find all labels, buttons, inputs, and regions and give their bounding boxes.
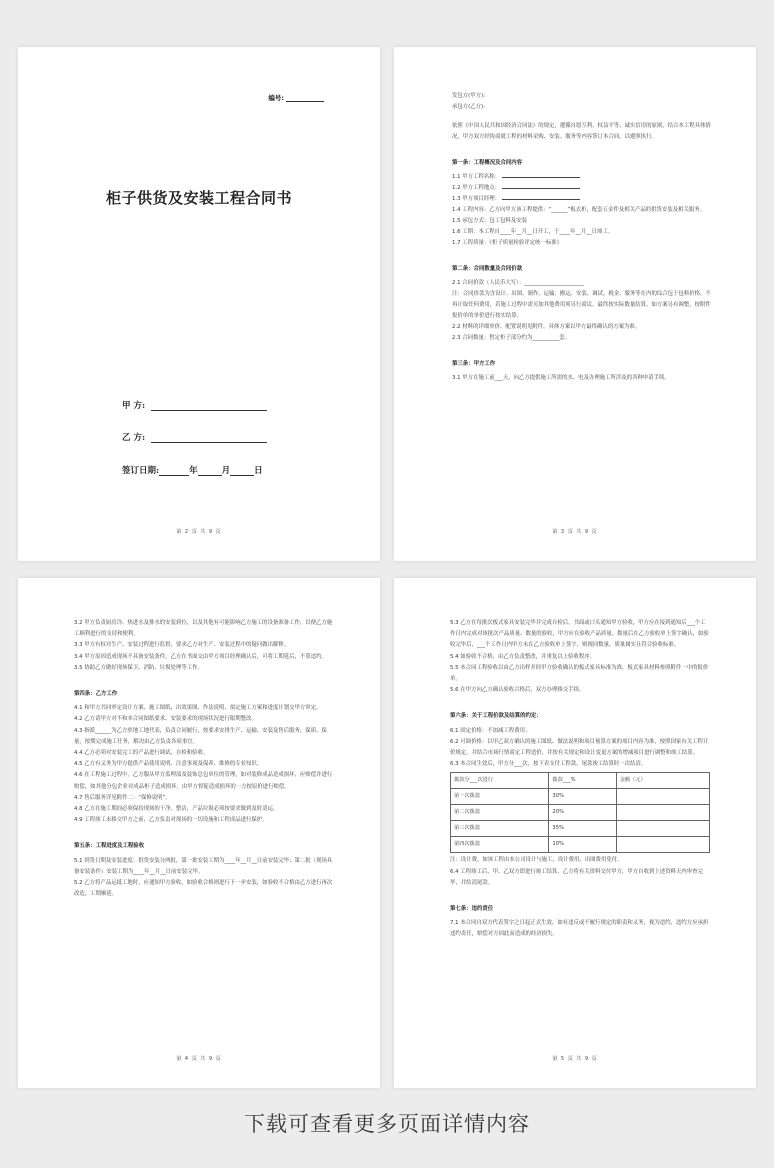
party-b-blank xyxy=(151,434,267,443)
clause-text-span: 第一条：工程概况及合同内容 xyxy=(452,160,523,166)
table-cell: 10% xyxy=(549,837,616,853)
clause-text xyxy=(74,703,334,714)
table-cell: 20% xyxy=(549,805,616,821)
clause-text-span: 5.5 本合同工程验收以由乙方出样并经甲方验收确认的板式家具标准为准，板式家具材料参照附件一中的报价单。 xyxy=(450,664,709,683)
clause-text xyxy=(452,227,712,238)
clause-text xyxy=(452,333,712,344)
table-row xyxy=(451,789,710,805)
party-a-blank xyxy=(151,402,267,411)
table-row xyxy=(451,837,710,853)
clause-text-span: 5.4 如验收不合格，由乙方负责整改，并重复以上验收程序。 xyxy=(450,653,596,660)
clause-text-span: 4.2 乙方请甲方对不和本合同图纸要求、安装要求的现场状况进行限期整改。 xyxy=(74,716,257,723)
table-cell: 拨款___% xyxy=(549,773,616,789)
sign-date-row xyxy=(122,464,263,476)
clause-text-span: 1.5 承包方式：包工包料及安装 xyxy=(452,218,527,224)
table-cell xyxy=(616,805,709,821)
clause-text xyxy=(450,663,710,685)
section-heading xyxy=(450,904,710,915)
paragraph-gap xyxy=(74,674,334,682)
clause-text xyxy=(74,640,334,651)
clause-text-span: 2.3 合同数量：暂定柜子部分约为__________套。 xyxy=(452,335,571,341)
contract-cover-page xyxy=(18,47,380,561)
table-cell xyxy=(616,789,709,805)
clause-text-span: 承包方(乙方): xyxy=(452,104,485,110)
clause-text-span: 4.7 售后服务详见附件二：“保修说明”。 xyxy=(74,794,171,801)
clause-text-span: 1.7 工程质量：《柜子质量检验评定统一标准》 xyxy=(452,240,563,246)
section-heading xyxy=(74,841,334,852)
clause-text xyxy=(452,183,712,194)
clause-text xyxy=(450,737,710,759)
clause-text xyxy=(452,278,712,289)
clause-text xyxy=(450,855,710,866)
paragraph-gap xyxy=(450,889,710,897)
clause-text xyxy=(74,878,334,900)
table-cell xyxy=(616,837,709,853)
clause-text xyxy=(452,91,712,102)
month-label: 月 xyxy=(221,466,231,476)
clause-text xyxy=(452,194,712,205)
clause-text xyxy=(450,759,710,770)
table-row xyxy=(451,805,710,821)
clause-text-span: 2.2 材料的详细单价、配置说明见附件，具体方案以甲方最终确认的方案为准。 xyxy=(452,324,641,330)
table-cell: 拨款分___次进行 xyxy=(451,773,549,789)
paragraph-gap xyxy=(452,249,712,257)
content-top xyxy=(450,618,710,770)
clause-text xyxy=(452,172,712,183)
download-caption: 下载可查看更多页面详情内容 xyxy=(244,1112,530,1136)
page-footer: 第 2 页 共 9 页 xyxy=(176,529,222,535)
table-cell: 第一次拨款 xyxy=(451,789,549,805)
contract-number xyxy=(268,93,324,102)
clause-text-span: 4.9 工程竣工未移交甲方之前，乙方负责对现场的一切设施和工程成品进行保护。 xyxy=(74,817,268,824)
contract-page-3 xyxy=(394,47,756,561)
clause-text-span: 依照《中国人民共和国经济合同法》的规定，遵循自愿互利、权益平等、诚实信用的原则，结合本工程具体情况，甲方双方经协商就工程的材料采购、安装、服务等内容签订本合同，以遵照执行。 xyxy=(452,123,711,140)
clause-text-span: 第四条：乙方工作 xyxy=(74,691,118,698)
clause-text-span: 1.1 甲方工程名称： xyxy=(452,174,501,180)
page-content xyxy=(452,91,712,384)
clause-text-span: 1.4 工程内容：乙方向甲方该工程提供：“______”板式柜，配套五金件及相关产品的供货安装及相关服务。 xyxy=(452,207,706,213)
day-label: 日 xyxy=(254,466,263,476)
contract-page-5 xyxy=(394,578,756,1088)
section-heading xyxy=(452,264,712,275)
clause-text-span: 3.1 甲方在施工前___天，向乙方提供施工所需的水、电及办理施工所涉及的各种申请手续。 xyxy=(452,375,670,381)
clause-text xyxy=(74,770,334,792)
clause-text xyxy=(74,714,334,725)
clause-text-span: 3.2 甲方负责厨房冷、热进水及排水的安装到位，以及其他有可能影响乙方施工的设备准备工作，以便乙方施工顺利进行的支持和便利。 xyxy=(74,620,333,638)
clause-text xyxy=(74,663,334,674)
paragraph-gap xyxy=(74,826,334,834)
payment-schedule-table xyxy=(450,772,710,853)
paragraph-gap xyxy=(452,344,712,352)
clause-text xyxy=(452,102,712,113)
clause-text-span: 5.2 乙方将产品运抵工地时，应通知甲方验收，如验收合格则进行下一步安装，如验收不合格由乙方进行再次改造，工期顺延。 xyxy=(74,880,333,898)
section-heading xyxy=(450,711,710,722)
clause-text xyxy=(452,121,712,143)
table-cell: 第三次拨款 xyxy=(451,821,549,837)
clause-text xyxy=(450,726,710,737)
clause-text-span: 5.1 到货日期及安装进度：供货安装分两批，第一批安装工期为____年__月__日前安装完毕；第二批（现场具备安装条件）安装工期为____年__月__日前安装完毕。 xyxy=(74,857,333,875)
party-b-label: 乙 方: xyxy=(122,433,146,443)
content-bottom xyxy=(450,855,710,940)
clause-text xyxy=(74,759,334,770)
clause-text xyxy=(452,289,712,322)
day-blank xyxy=(230,467,254,476)
clause-text-span: 4.1 和甲方共同审定设计方案、施工图纸、出效果图、作法说明、拟定施工方案和进度计划交甲方审定。 xyxy=(74,705,322,712)
clause-text xyxy=(74,618,334,640)
clause-text-span: 4.4 乙方必须对安装完工的产品进行调试、自检和验收。 xyxy=(74,750,209,757)
contract-title: 柜子供货及安装工程合同书 xyxy=(105,189,292,207)
clause-text xyxy=(452,238,712,249)
clause-text-span: 4.5 乙方有义务为甲方提供产品使用说明、注意事项及保养、维修的专业知识。 xyxy=(74,761,263,768)
clause-text-span: 5.6 在甲方向乙方确认验收合格后，双方办理移交手续。 xyxy=(450,687,585,694)
paragraph-gap xyxy=(452,143,712,151)
clause-text-span: 1.3 甲方项目经理： xyxy=(452,196,501,202)
page-content xyxy=(450,618,710,941)
clause-text xyxy=(74,652,334,663)
table-row xyxy=(451,821,710,837)
clause-text-span: 注：合同价款为含设计、出图、制作、运输、搬运、安装、调试、税金、服务等在内的综合包干包料价格，不再计取任何费用，若施工过程中需另加其他费用须另行商议，最终按实际数量结算，如方案另有调整，按附件报价单的单价进行按实结算。 xyxy=(452,291,711,319)
contract-number-label: 编号: xyxy=(268,94,284,102)
party-b-row xyxy=(122,431,267,443)
clause-text xyxy=(452,322,712,333)
clause-text xyxy=(74,804,334,815)
clause-text-span: 第六条：关于工程价款及结算的约定： xyxy=(450,713,542,720)
fill-blank xyxy=(502,194,580,200)
section-heading xyxy=(452,158,712,169)
paragraph-gap xyxy=(450,696,710,704)
clause-text-span: 5.3 乙方在每批次板式家具安装完毕并完成自检后，书面或口头通知甲方验收，甲方应在接到通知后___个工作日内完成对该批次产品质量、数量的验收，甲方应在验收产品质量、数量后在乙方验收单上签字确认，如验收完毕后，___个工作日内甲方未在乙方验收单上签字，则视同数量、质量属实且符合验收标准。 xyxy=(450,620,709,649)
clause-text-span: 1.2 甲方工程地点： xyxy=(452,185,501,191)
clause-text-span: 6.1 固定价格：不加减工程费用； xyxy=(450,727,531,734)
clause-text xyxy=(74,748,334,759)
table-row xyxy=(451,773,710,789)
sign-date-label: 签订日期: xyxy=(122,466,160,476)
clause-text xyxy=(450,685,710,696)
clause-text-span: 7.1 本合同自双方代表签字之日起正式生效，如有违反或不履行规定的职责和义务，视为违约，违约方应承担违约责任，赔偿对方因此而造成的经济损失。 xyxy=(450,920,709,938)
page-content xyxy=(74,618,334,900)
table-cell xyxy=(616,821,709,837)
clause-text-span: 第五条：工程进度及工程验收 xyxy=(74,843,145,850)
clause-text-span: 4.6 在工程施工过程中，乙方服从甲方监理部及装饰总包单位的管理，如对装修成品造成损坏，应赔偿并进行赔偿，如其他分包企业对成品柜子造成损坏，由甲方督促造成损坏的一方按原价进行赔偿。 xyxy=(74,772,333,790)
page-footer: 第 4 页 共 9 页 xyxy=(176,1056,222,1062)
month-blank xyxy=(198,467,222,476)
paragraph-gap xyxy=(452,113,712,121)
clause-text xyxy=(74,726,334,748)
clause-text xyxy=(452,205,712,216)
clause-text xyxy=(74,856,334,878)
fill-blank xyxy=(502,183,580,189)
clause-text-span: 1.6 工期：本工程自____年__月__日开工，于____年__月__日竣工。 xyxy=(452,229,614,235)
section-heading xyxy=(452,359,712,370)
table-cell: 第四次拨款 xyxy=(451,837,549,853)
clause-text xyxy=(450,618,710,652)
year-label: 年 xyxy=(189,466,198,476)
clause-text-span: 6.3 本合同生效后，甲方分___次，按下表支付工程款，尾款竣工结算时一次结清。 xyxy=(450,761,647,768)
clause-text-span: 4.8 乙方在施工期间必须保持现场的干净、整洁，产品垃圾必须按要求做到及时清运。 xyxy=(74,806,279,813)
page-footer: 第 3 页 共 9 页 xyxy=(552,529,598,535)
clause-text-span: 2.1 合同价款（人民币大写）：______________________ xyxy=(452,280,584,286)
table-cell: 金额（元） xyxy=(616,773,709,789)
page-footer: 第 5 页 共 9 页 xyxy=(552,1056,598,1062)
party-a-row xyxy=(122,399,267,411)
table-cell: 第二次拨款 xyxy=(451,805,549,821)
clause-text-span: 第三条：甲方工作 xyxy=(452,361,496,367)
clause-text xyxy=(452,216,712,227)
clause-text-span: 注：设计费，如该工程由本公司设计与施工，设计费用、出图费用免付。 xyxy=(450,857,623,864)
clause-text-span: 第七条：违约责任 xyxy=(450,906,494,913)
clause-text xyxy=(74,815,334,826)
clause-text-span: 3.5 协助乙方做好现场保卫、消防、垃圾处理等工作。 xyxy=(74,664,203,671)
clause-text-span: 第二条：合同数量及合同价款 xyxy=(452,266,523,272)
contract-number-blank xyxy=(286,95,324,102)
table-cell: 30% xyxy=(549,789,616,805)
contract-page-4 xyxy=(18,578,380,1088)
clause-text-span: 6.4 工程竣工后，甲、乙双方即进行竣工结算，乙方将有关资料交付甲方，甲方自收到上述资料天内审查完毕，并结清尾款。 xyxy=(450,868,703,886)
section-heading xyxy=(74,689,334,700)
table-cell: 35% xyxy=(549,821,616,837)
clause-text-span: 发包方(甲方): xyxy=(452,93,485,99)
clause-text-span: 6.2 可调价格：以甲乙双方确认的施工图纸、做法说明和项目预算方案的项目内容为准，按照国家有关工程计价规定，并结合市场行情商定工程造价，并按有关规定和设计变更方案的增减项目进行调整和竣工结算。 xyxy=(450,738,709,757)
clause-text-span: 3.4 甲方原因造成现场不具备安装条件，乙方在书面交由甲方项目经理确认后，可将工期延后，不算违约。 xyxy=(74,653,327,660)
clause-text xyxy=(450,867,710,889)
clause-text xyxy=(452,373,712,384)
year-blank xyxy=(159,467,189,476)
clause-text-span: 3.3 甲方有权对生产、安装过程进行监督，要求乙方对生产、安装过程中的疑问做出解释。 xyxy=(74,642,290,649)
party-a-label: 甲 方: xyxy=(122,401,146,411)
clause-text-span: 4.3 指派______为乙方驻地工地代表，负责合同履行，按要求安排生产、运输、安装及售后服务，保质、保量，按期完成施工任务，解决由乙方负责各项事宜。 xyxy=(74,727,327,745)
fill-blank xyxy=(502,172,580,178)
clause-text xyxy=(74,793,334,804)
clause-text xyxy=(450,652,710,663)
clause-text xyxy=(450,918,710,940)
